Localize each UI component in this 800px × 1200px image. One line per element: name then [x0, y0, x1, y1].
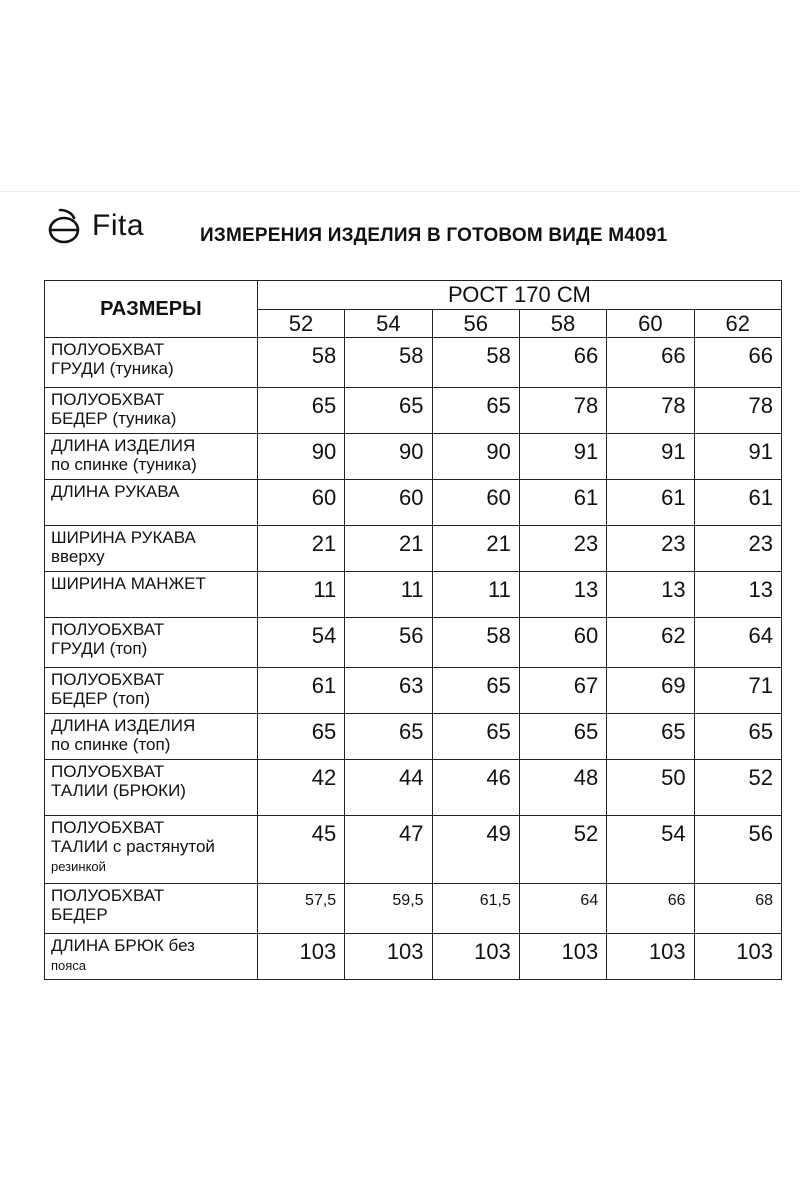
measurement-value: 66: [607, 884, 694, 934]
table-row: [45, 388, 782, 434]
measurement-value: 56: [694, 816, 781, 884]
measurement-label: [45, 816, 258, 884]
measurement-value: 50: [607, 760, 694, 816]
measurement-rows: [45, 338, 782, 980]
size-header: 56: [432, 310, 519, 338]
size-header: 54: [345, 310, 432, 338]
table-row: [45, 668, 782, 714]
measurement-value: 69: [607, 668, 694, 714]
measurement-value: 71: [694, 668, 781, 714]
measurement-value: 44: [345, 760, 432, 816]
measurement-value: 103: [607, 934, 694, 980]
measurement-value: 65: [432, 388, 519, 434]
measurement-value: 61: [257, 668, 344, 714]
measurement-label-line1: ПОЛУОБХВАТ: [51, 818, 165, 837]
table-row: [45, 714, 782, 760]
measurement-value: 23: [519, 526, 606, 572]
measurement-label: [45, 572, 258, 618]
measurement-label-line2: ТАЛИИ (БРЮКИ): [51, 781, 186, 800]
measurement-label: [45, 668, 258, 714]
measurement-value: 60: [345, 480, 432, 526]
measurement-value: 13: [519, 572, 606, 618]
measurement-label: [45, 934, 258, 980]
measurement-label-line2: БЕДЕР (топ): [51, 689, 150, 708]
measurement-label: [45, 526, 258, 572]
size-chart-table: [44, 280, 782, 980]
measurement-value: 103: [257, 934, 344, 980]
measurement-value: 61,5: [432, 884, 519, 934]
measurement-label-line1: ШИРИНА МАНЖЕТ: [51, 574, 206, 593]
measurement-label-line2: БЕДЕР: [51, 905, 108, 924]
measurement-value: 65: [519, 714, 606, 760]
table-row: [45, 434, 782, 480]
table-row: [45, 884, 782, 934]
measurement-value: 59,5: [345, 884, 432, 934]
measurement-label: [45, 338, 258, 388]
measurement-label-line2: по спинке (туника): [51, 455, 197, 474]
top-divider: [0, 191, 800, 192]
measurement-label-line2: ТАЛИИ с растянутой: [51, 837, 215, 856]
measurement-value: 11: [257, 572, 344, 618]
measurement-value: 42: [257, 760, 344, 816]
measurement-value: 90: [345, 434, 432, 480]
measurement-value: 91: [694, 434, 781, 480]
measurement-label-line1: ШИРИНА РУКАВА: [51, 528, 196, 547]
measurement-value: 65: [432, 668, 519, 714]
measurement-label: [45, 884, 258, 934]
measurement-value: 52: [519, 816, 606, 884]
measurement-value: 13: [607, 572, 694, 618]
measurement-value: 58: [432, 338, 519, 388]
measurement-value: 58: [257, 338, 344, 388]
measurement-label: [45, 388, 258, 434]
measurement-value: 91: [519, 434, 606, 480]
measurement-value: 54: [607, 816, 694, 884]
measurement-label-line2: ГРУДИ (туника): [51, 359, 174, 378]
measurement-label-line1: ДЛИНА БРЮК без: [51, 936, 195, 955]
size-header: 62: [694, 310, 781, 338]
measurement-value: 13: [694, 572, 781, 618]
measurement-value: 103: [694, 934, 781, 980]
measurement-value: 54: [257, 618, 344, 668]
measurement-label-line1: ДЛИНА РУКАВА: [51, 482, 180, 501]
measurement-value: 23: [607, 526, 694, 572]
sizes-header: РАЗМЕРЫ: [45, 281, 258, 338]
measurement-value: 103: [519, 934, 606, 980]
measurement-value: 57,5: [257, 884, 344, 934]
measurement-label: [45, 480, 258, 526]
fita-logo-icon: [46, 206, 82, 246]
measurement-value: 62: [607, 618, 694, 668]
measurement-value: 49: [432, 816, 519, 884]
measurement-value: 67: [519, 668, 606, 714]
measurement-value: 60: [519, 618, 606, 668]
document-title: ИЗМЕРЕНИЯ ИЗДЕЛИЯ В ГОТОВОМ ВИДЕ М4091: [200, 225, 668, 246]
measurement-value: 103: [345, 934, 432, 980]
measurement-value: 48: [519, 760, 606, 816]
table-row: [45, 480, 782, 526]
brand-name: Fita: [92, 209, 145, 242]
measurement-value: 64: [519, 884, 606, 934]
size-header: 60: [607, 310, 694, 338]
measurement-value: 56: [345, 618, 432, 668]
measurement-value: 66: [694, 338, 781, 388]
height-header: РОСТ 170 СМ: [257, 281, 781, 310]
measurement-value: 11: [345, 572, 432, 618]
measurement-value: 61: [694, 480, 781, 526]
measurement-value: 58: [345, 338, 432, 388]
measurement-value: 65: [257, 714, 344, 760]
measurement-label-line2: пояса: [51, 958, 87, 973]
measurement-label-line1: ДЛИНА ИЗДЕЛИЯ: [51, 716, 196, 735]
size-header: 52: [257, 310, 344, 338]
measurement-value: 21: [345, 526, 432, 572]
measurement-value: 61: [519, 480, 606, 526]
measurement-label: [45, 714, 258, 760]
measurement-value: 68: [694, 884, 781, 934]
measurement-label-line2: ГРУДИ (топ): [51, 639, 148, 658]
table-row: [45, 816, 782, 884]
table-row: [45, 934, 782, 980]
measurement-value: 91: [607, 434, 694, 480]
measurement-label: [45, 434, 258, 480]
measurement-value: 90: [432, 434, 519, 480]
measurement-value: 65: [694, 714, 781, 760]
measurement-value: 21: [257, 526, 344, 572]
table-row: [45, 618, 782, 668]
measurement-value: 66: [519, 338, 606, 388]
measurement-value: 63: [345, 668, 432, 714]
measurement-value: 23: [694, 526, 781, 572]
measurement-value: 61: [607, 480, 694, 526]
table-row: [45, 338, 782, 388]
measurement-value: 65: [607, 714, 694, 760]
measurement-value: 65: [432, 714, 519, 760]
measurement-value: 78: [519, 388, 606, 434]
measurement-value: 60: [432, 480, 519, 526]
measurement-label-line2: БЕДЕР (туника): [51, 409, 177, 428]
measurement-value: 65: [345, 714, 432, 760]
measurement-value: 58: [432, 618, 519, 668]
header-row: [45, 281, 782, 310]
measurement-value: 78: [607, 388, 694, 434]
table-row: [45, 572, 782, 618]
measurement-value: 52: [694, 760, 781, 816]
measurement-value: 78: [694, 388, 781, 434]
measurement-label: [45, 760, 258, 816]
measurement-value: 90: [257, 434, 344, 480]
brand-logo: [46, 206, 144, 246]
measurement-label-line1: ПОЛУОБХВАТ: [51, 762, 165, 781]
measurement-value: 66: [607, 338, 694, 388]
measurement-label-line1: ДЛИНА ИЗДЕЛИЯ: [51, 436, 196, 455]
measurement-label: [45, 618, 258, 668]
measurement-label-line3: резинкой: [51, 859, 106, 874]
measurement-label-line1: ПОЛУОБХВАТ: [51, 886, 165, 905]
measurement-value: 65: [345, 388, 432, 434]
size-header: 58: [519, 310, 606, 338]
measurement-value: 65: [257, 388, 344, 434]
measurement-label-line2: вверху: [51, 547, 105, 566]
measurement-value: 21: [432, 526, 519, 572]
table-row: [45, 760, 782, 816]
measurement-label-line1: ПОЛУОБХВАТ: [51, 670, 165, 689]
measurement-value: 46: [432, 760, 519, 816]
measurement-value: 11: [432, 572, 519, 618]
measurement-value: 103: [432, 934, 519, 980]
measurement-label-line1: ПОЛУОБХВАТ: [51, 620, 165, 639]
table-row: [45, 526, 782, 572]
measurement-label-line1: ПОЛУОБХВАТ: [51, 390, 165, 409]
measurement-label-line2: по спинке (топ): [51, 735, 171, 754]
measurement-value: 60: [257, 480, 344, 526]
measurement-value: 64: [694, 618, 781, 668]
measurement-value: 47: [345, 816, 432, 884]
measurement-label-line1: ПОЛУОБХВАТ: [51, 340, 165, 359]
measurement-value: 45: [257, 816, 344, 884]
